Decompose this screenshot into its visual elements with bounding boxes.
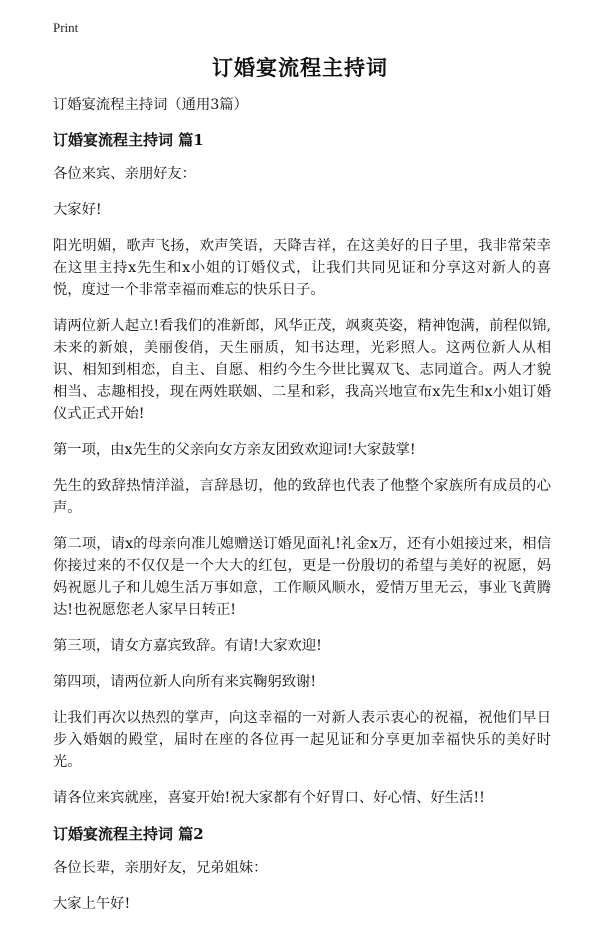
section-heading: 订婚宴流程主持词 篇2 [53, 825, 204, 843]
document-subtitle: 订婚宴流程主持词（通用3篇） [53, 97, 248, 113]
greeting-paragraph: 各位来宾、亲朋好友： [53, 166, 196, 182]
greeting-paragraph: 各位长辈，亲朋好友，兄弟姐妹： [53, 860, 268, 876]
body-paragraph: 让我们再次以热烈的掌声，向这幸福的一对新人表示衷心的祝福，祝他们早日步入婚姻的殿堂，届时在座的各位再一起见证和分享更加幸福快乐的美好时光。 [53, 710, 551, 770]
body-paragraph: 第四项，请两位新人向所有来宾鞠躬致谢! [53, 674, 317, 690]
body-paragraph: 请两位新人起立!看我们的准新郎，风华正茂，飒爽英姿，精神饱满，前程似锦,未来的新娘，美丽俊俏，天生丽质，知书达理，光彩照人。这两位新人从相识、相知到相恋，自主、自愿、相约今生今世比翼双飞、志同道合。两人才貌相当、志趣相投，现在两姓联姻、二星和彩，我高兴地宣布x先生和x小姐订婚仪式正式开始! [53, 318, 551, 422]
body-paragraph: 第一项，由x先生的父亲向女方亲友团致欢迎词!大家鼓掌! [53, 442, 416, 458]
document-body [53, 94, 551, 929]
print-link[interactable]: Print [53, 20, 79, 35]
hello-paragraph: 大家上午好! [53, 896, 131, 912]
section-heading: 订婚宴流程主持词 篇1 [53, 131, 204, 149]
body-paragraph: 阳光明媚，歌声飞扬，欢声笑语，天降吉祥，在这美好的日子里，我非常荣幸在这里主持x先生和x小姐的订婚仪式，让我们共同见证和分享这对新人的喜悦，度过一个非常幸福而难忘的快乐日子。 [53, 238, 551, 298]
body-paragraph: 第二项，请x的母亲向准儿媳赠送订婚见面礼!礼金x万，还有小姐接过来，相信你接过来的不仅仅是一个大大的红包，更是一份殷切的希望与美好的祝愿，妈妈祝愿儿子和儿媳生活万事如意，工作顺风顺水，爱情万里无云，事业飞黄腾达!也祝愿您老人家早日转正! [53, 536, 551, 618]
page-title: 订婚宴流程主持词 [212, 55, 388, 80]
hello-paragraph: 大家好! [53, 202, 102, 218]
body-paragraph: 请各位来宾就座，喜宴开始!祝大家都有个好胃口、好心情、好生活!! [53, 790, 485, 806]
body-paragraph: 先生的致辞热情洋溢，言辞恳切，他的致辞也代表了他整个家族所有成员的心声。 [53, 478, 551, 516]
body-paragraph: 第三项，请女方嘉宾致辞。有请!大家欢迎! [53, 638, 322, 654]
